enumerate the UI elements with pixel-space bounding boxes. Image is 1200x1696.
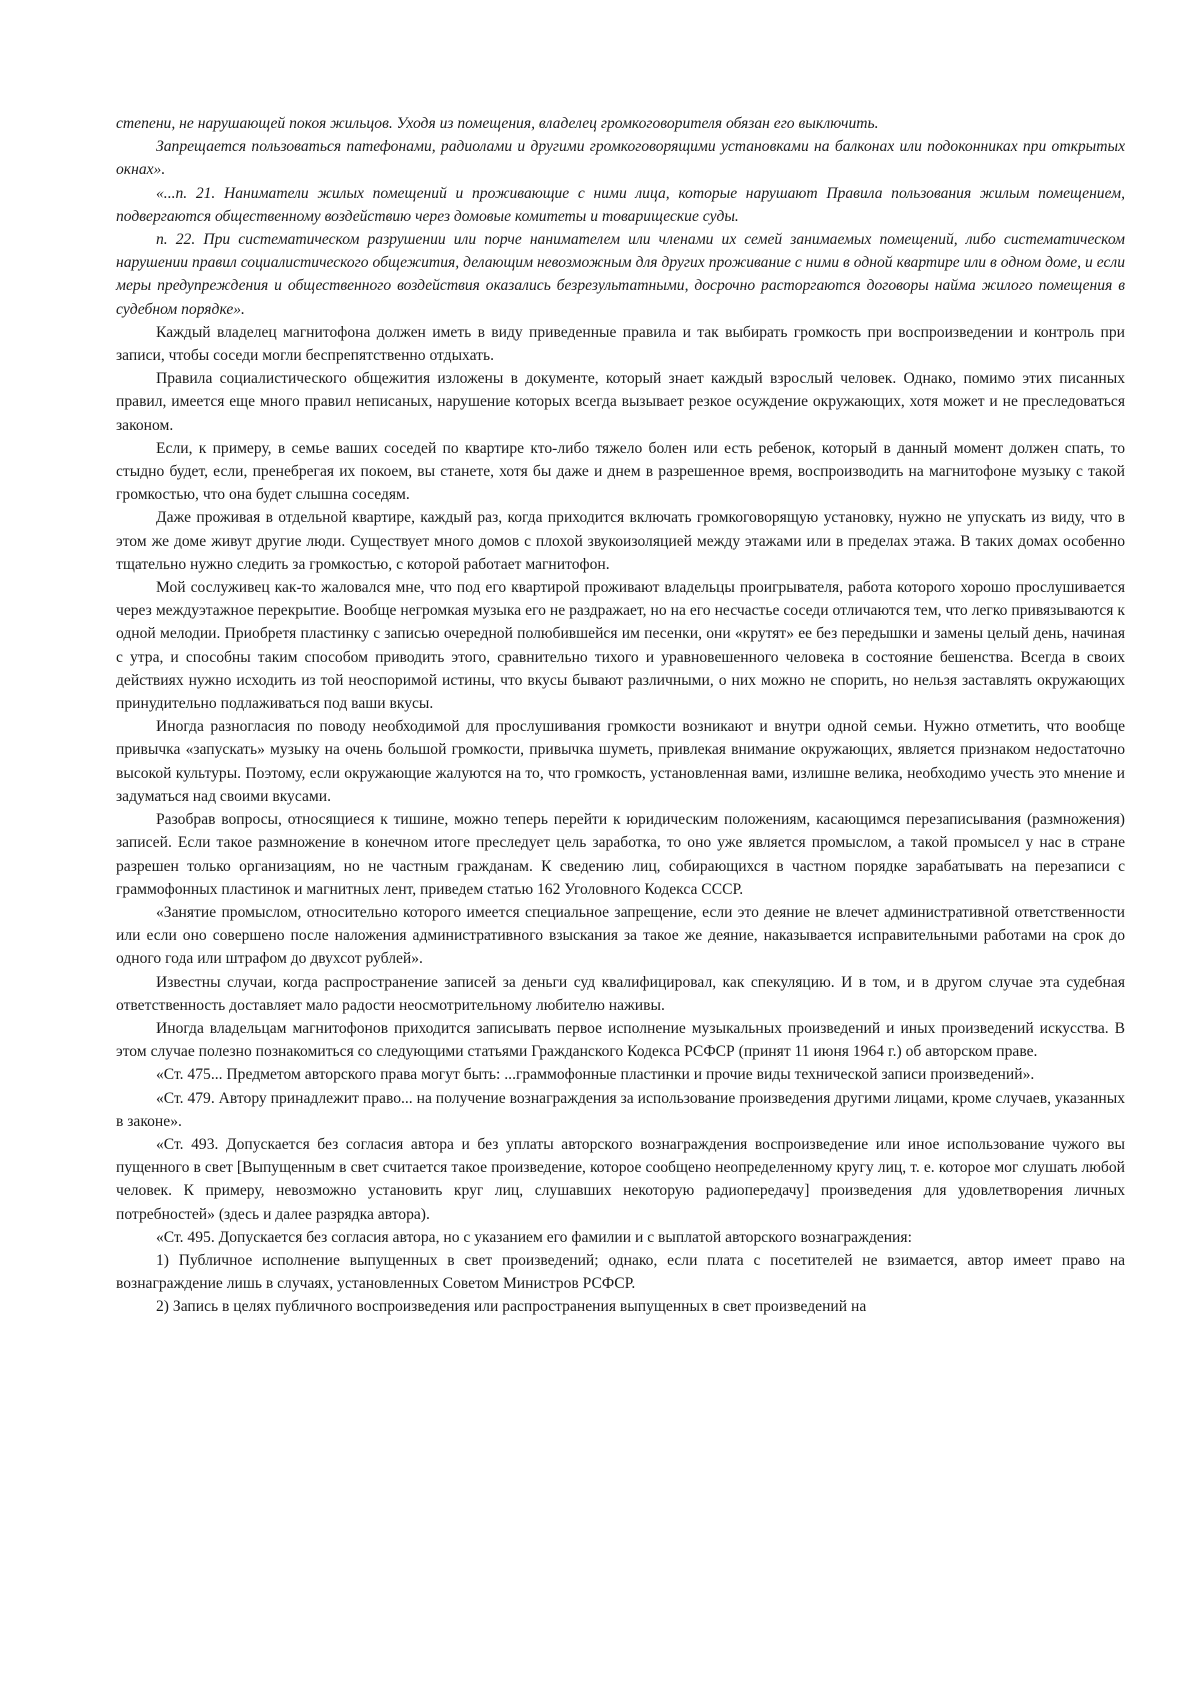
paragraph-2: Запрещается пользоваться патефонами, радиолами и другими громкоговорящими установками на балконах или подоконниках при открытых окнах». (116, 138, 1125, 179)
paragraph-3: «...п. 21. Наниматели жилых помещений и проживающие с ними лица, которые нарушают Правила пользования жилым помещением, подвергаются общественному воздействию через домовые комитеты и товарищеские суды. (116, 184, 1125, 225)
paragraph-9: Мой сослуживец как-то жаловался мне, что под его квартирой проживают владельцы проигрывателя, работа которого хорошо прослушивается через междуэтажное перекрытие. Вообще негромкая музыка его не раздражает, но на его несчастье соседи отличаются тем, что легко привязываются к одной мелодии. Приобретя пластинку с записью очередной полюбившейся им песенки, они «крутят» ее без передышки и замены целый день, начиная с утра, и способны таким способом приводить этого, сравнительно тихого и уравновешенного человека в состояние бешенства. Всегда в своих действиях нужно исходить из той неоспоримой истины, что вкусы бывают различными, о них можно не спорить, но нельзя заставлять окружающих принудительно подлаживаться под ваши вкусы. (116, 579, 1125, 713)
paragraph-8: Даже проживая в отдельной квартире, каждый раз, когда приходится включать громкоговорящую установку, нужно не упускать из виду, что в этом же доме живут другие люди. Существует много домов с плохой звукоизоляцией между этажами или в пределах этажа. В таких домах особенно тщательно нужно следить за громкостью, с которой работает магнитофон. (116, 509, 1125, 573)
paragraph-1: степени, не нарушающей покоя жильцов. Уходя из помещения, владелец громкоговорителя обязан его выключить. (116, 115, 879, 132)
paragraph-15: «Ст. 475... Предметом авторского права могут быть: ...граммофонные пластинки и прочие виды технической записи произведений». (156, 1066, 1035, 1084)
paragraph-14: Иногда владельцам магнитофонов приходится записывать первое исполнение музыкальных произведений и иных произведений искусства. В этом случае полезно познакомиться со следующими статьями Гражданского Кодекса РСФСР (принят 11 июня 1964 г.) об авторском праве. (116, 1019, 1125, 1061)
paragraph-12: «Занятие промыслом, относительно которого имеется специальное запрещение, если это деяние не влечет административной ответственности или если оно совершено после наложения административного взыскания за такое же деяние, наказывается исправительными работами на срок до одного года или штрафом до двухсот рублей». (116, 903, 1125, 968)
paragraph-6: Правила социалистического общежития изложены в документе, который знает каждый взрослый человек. Однако, помимо этих писанных правил, имеется еще много правил неписаных, нарушение которых всегда вызывает резкое осуждение окружающих, хотя может и не преследоваться законом. (116, 370, 1125, 434)
paragraph-7: Если, к примеру, в семье ваших соседей по квартире кто-либо тяжело болен или есть ребенок, который в данный момент должен спать, то стыдно будет, если, пренебрегая их покоем, вы станете, хотя бы даже и днем в разрешенное время, воспроизводить на магнитофоне музыку с такой громкостью, что она будет слышна соседям. (116, 439, 1125, 504)
paragraph-18: «Ст. 495. Допускается без согласия автора, но с указанием его фамилии и с выплатой авторского вознаграждения: (156, 1228, 912, 1246)
paragraph-13: Известны случаи, когда распространение записей за деньги суд квалифицировал, как спекуляцию. И в том, и в другом случае эта судебная ответственность доставляет мало радости неосмотрительному любителю наживы. (116, 973, 1125, 1014)
paragraph-20: 2) Запись в целях публичного воспроизведения или распространения выпущенных в свет произведений на (156, 1298, 867, 1316)
document-page (116, 112, 1125, 1319)
paragraph-5: Каждый владелец магнитофона должен иметь в виду приведенные правила и так выбирать громкость при воспроизведении и контроль при записи, чтобы соседи могли беспрепятственно отдыхать. (116, 323, 1125, 365)
paragraph-4: п. 22. При систематическом разрушении или порче нанимателем или членами их семей занимаемых помещений, либо систематическом нарушении правил социалистического общежития, делающим невозможным для других проживание с ними в одной квартире или в одном доме, и если меры предупреждения и общественного воздействия оказались безрезультатными, досрочно расторгаются договоры найма жилого помещения в судебном порядке». (116, 231, 1125, 318)
paragraph-16: «Ст. 479. Автору принадлежит право... на получение вознаграждения за использование произведения другими лицами, кроме случаев, указанных в законе». (116, 1089, 1125, 1130)
paragraph-10: Иногда разногласия по поводу необходимой для прослушивания громкости возникают и внутри одной семьи. Нужно отметить, что вообще привычка «запускать» музыку на очень большой громкости, привычка шуметь, привлекая внимание окружающих, является признаком недостаточно высокой культуры. Поэтому, если окружающие жалуются на то, что громкость, установленная вами, излишне велика, необходимо учесть это мнение и задуматься над своими вкусами. (116, 718, 1125, 805)
paragraph-17: «Ст. 493. Допускается без согласия автора и без уплаты авторского вознаграждения воспроизведение или иное использование чужого вы пущенного в свет [Выпущенным в свет считается такое произведение, которое сообщено неопределенному кругу лиц, т. е. которое мог слушать любой человек. К примеру, невозможно установить круг лиц, слушавших некоторую радиопередачу] произведения для удовлетворения личных потребностей» (здесь и далее разрядка автора). (116, 1135, 1125, 1223)
paragraph-11: Разобрав вопросы, относящиеся к тишине, можно теперь перейти к юридическим положениям, касающимся перезаписывания (размножения) записей. Если такое размножение в конечном итоге преследует цель заработка, то оно уже является промыслом, а такой промысел у нас в стране разрешен только организациям, но не частным гражданам. К сведению лиц, собирающихся в частном порядке зарабатывать на перезаписи с граммофонных пластинок и магнитных лент, приведем статью 162 Уголовного Кодекса СССР. (116, 811, 1125, 898)
paragraph-19: 1) Публичное исполнение выпущенных в свет произведений; однако, если плата с посетителей не взимается, автор имеет право на вознаграждение лишь в случаях, установленных Советом Министров РСФСР. (116, 1251, 1125, 1293)
